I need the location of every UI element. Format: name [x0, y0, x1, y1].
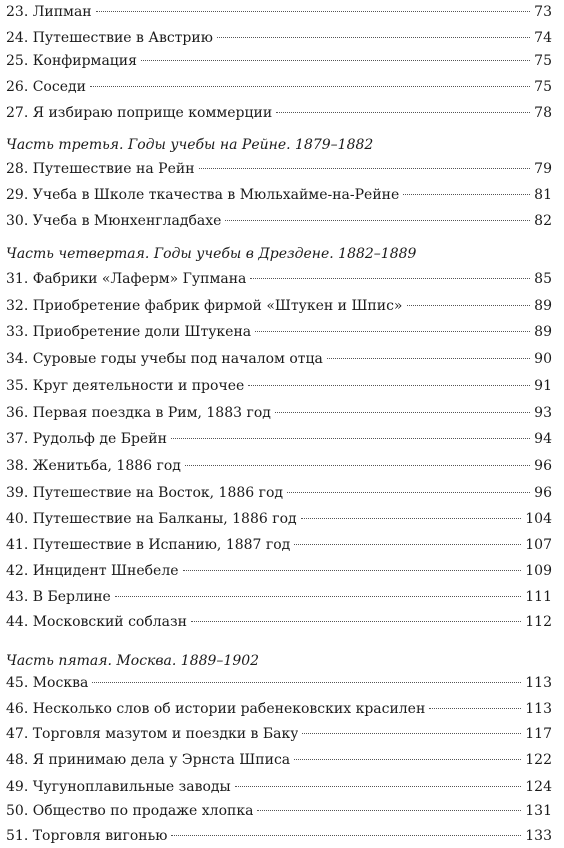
toc-entry-page: 122 [525, 752, 552, 768]
leader-dots [183, 570, 522, 571]
leader-dots [327, 358, 530, 359]
toc-entry-page: 91 [534, 378, 552, 394]
toc-entry-page: 75 [534, 79, 552, 95]
toc-entry-25 [6, 50, 552, 72]
toc-entry-page: 113 [525, 701, 552, 717]
toc-entry-page: 81 [534, 187, 552, 203]
toc-entry-47 [6, 723, 552, 745]
leader-dots [92, 682, 521, 683]
leader-dots [301, 518, 522, 519]
toc-entry-page: 133 [525, 828, 552, 844]
toc-entry-page: 111 [525, 589, 552, 605]
leader-dots [275, 412, 530, 413]
toc-entry-title: 47. Торговля мазутом и поездки в Баку [6, 726, 299, 742]
leader-dots [185, 465, 530, 466]
toc-entry-title: 41. Путешествие в Испанию, 1887 год [6, 537, 291, 553]
toc-entry-title: 48. Я принимаю дела у Эрнста Шписа [6, 752, 291, 768]
leader-dots [407, 305, 531, 306]
leader-dots [429, 708, 521, 709]
toc-entry-page: 96 [534, 458, 552, 474]
leader-dots [191, 621, 521, 622]
toc-entry-page: 107 [525, 537, 552, 553]
toc-entry-title: 50. Общество по продаже хлопка [6, 803, 254, 819]
toc-entry-29 [6, 184, 552, 206]
toc-entry-32 [6, 295, 552, 317]
toc-entry-44 [6, 611, 552, 633]
toc-entry-38 [6, 455, 552, 477]
toc-entry-page: 75 [534, 53, 552, 69]
toc-entry-title: 37. Рудольф де Брейн [6, 431, 167, 447]
toc-entry-page: 104 [525, 511, 552, 527]
leader-dots [141, 60, 530, 61]
toc-entry-title: 42. Инцидент Шнебеле [6, 563, 179, 579]
toc-entry-37 [6, 428, 552, 450]
toc-entry-page: 96 [534, 485, 552, 501]
toc-entry-49 [6, 776, 552, 798]
toc-entry-34 [6, 348, 552, 370]
leader-dots [199, 168, 530, 169]
toc-entry-48 [6, 749, 552, 771]
toc-entry-page: 90 [534, 351, 552, 367]
toc-entry-title: 29. Учеба в Школе ткачества в Мюльхайме-на-Рейне [6, 187, 400, 203]
toc-entry-41 [6, 534, 552, 556]
toc-entry-page: 93 [534, 405, 552, 421]
leader-dots [294, 544, 521, 545]
toc-entry-title: 51. Торговля вигонью [6, 828, 168, 844]
toc-entry-43 [6, 586, 552, 608]
toc-entry-title: 28. Путешествие на Рейн [6, 161, 195, 177]
toc-entry-36 [6, 402, 552, 424]
toc-entry-title: 46. Несколько слов об истории рабенековских красилен [6, 701, 426, 717]
leader-dots [403, 194, 530, 195]
toc-entry-51 [6, 825, 552, 847]
leader-dots [248, 385, 530, 386]
toc-entry-title: 39. Путешествие на Восток, 1886 год [6, 485, 283, 501]
toc-entry-45 [6, 672, 552, 694]
toc-entry-page: 74 [534, 30, 552, 46]
leader-dots [90, 86, 530, 87]
toc-entry-page: 73 [534, 4, 552, 20]
toc-entry-title: 27. Я избираю поприще коммерции [6, 105, 273, 121]
toc-entry-page: 89 [534, 298, 552, 314]
leader-dots [171, 835, 521, 836]
part-3-heading: Часть третья. Годы учебы на Рейне. 1879–1882 [6, 137, 374, 153]
toc-entry-page: 79 [534, 161, 552, 177]
toc-entry-page: 78 [534, 105, 552, 121]
leader-dots [96, 11, 530, 12]
toc-entry-23 [6, 1, 552, 23]
leader-dots [294, 759, 521, 760]
leader-dots [276, 112, 530, 113]
toc-entry-27 [6, 102, 552, 124]
leader-dots [250, 278, 530, 279]
toc-entry-28 [6, 158, 552, 180]
toc-entry-title: 23. Липман [6, 4, 92, 20]
toc-entry-page: 124 [525, 779, 552, 795]
toc-entry-title: 32. Приобретение фабрик фирмой «Штукен и Шпис» [6, 298, 403, 314]
toc-entry-title: 49. Чугуноплавильные заводы [6, 779, 231, 795]
leader-dots [115, 596, 521, 597]
toc-entry-26 [6, 76, 552, 98]
toc-entry-title: 33. Приобретение доли Штукена [6, 324, 252, 340]
toc-entry-title: 30. Учеба в Мюнхенгладбахе [6, 213, 222, 229]
leader-dots [217, 37, 530, 38]
toc-entry-page: 117 [525, 726, 552, 742]
leader-dots [171, 438, 530, 439]
leader-dots [225, 220, 530, 221]
toc-entry-title: 31. Фабрики «Лаферм» Гупмана [6, 271, 247, 287]
toc-entry-50 [6, 800, 552, 822]
toc-entry-page: 112 [525, 614, 552, 630]
part-5-heading: Часть пятая. Москва. 1889–1902 [6, 653, 260, 669]
toc-entry-title: 44. Московский соблазн [6, 614, 187, 630]
toc-entry-title: 26. Соседи [6, 79, 86, 95]
toc-entry-title: 34. Суровые годы учебы под началом отца [6, 351, 323, 367]
toc-entry-page: 109 [525, 563, 552, 579]
toc-entry-page: 82 [534, 213, 552, 229]
leader-dots [255, 331, 530, 332]
toc-entry-title: 36. Первая поездка в Рим, 1883 год [6, 405, 271, 421]
toc-entry-title: 38. Женитьба, 1886 год [6, 458, 181, 474]
toc-entry-page: 85 [534, 271, 552, 287]
leader-dots [235, 786, 522, 787]
toc-entry-page: 131 [525, 803, 552, 819]
toc-entry-30 [6, 210, 552, 232]
toc-entry-title: 45. Москва [6, 675, 89, 691]
toc-entry-35 [6, 375, 552, 397]
toc-entry-40 [6, 508, 552, 530]
toc-entry-31 [6, 268, 552, 290]
part-4-heading: Часть четвертая. Годы учебы в Дрездене. 1882–1889 [6, 246, 417, 262]
toc-entry-title: 25. Конфирмация [6, 53, 137, 69]
toc-entry-title: 43. В Берлине [6, 589, 111, 605]
toc-entry-46 [6, 698, 552, 720]
toc-entry-title: 35. Круг деятельности и прочее [6, 378, 245, 394]
toc-entry-24 [6, 27, 552, 49]
toc-entry-page: 94 [534, 431, 552, 447]
toc-entry-title: 40. Путешествие на Балканы, 1886 год [6, 511, 297, 527]
leader-dots [302, 733, 521, 734]
toc-entry-title: 24. Путешествие в Австрию [6, 30, 213, 46]
toc-entry-33 [6, 321, 552, 343]
leader-dots [257, 810, 521, 811]
leader-dots [287, 492, 530, 493]
toc-entry-39 [6, 482, 552, 504]
toc-entry-42 [6, 560, 552, 582]
toc-entry-page: 113 [525, 675, 552, 691]
toc-entry-page: 89 [534, 324, 552, 340]
